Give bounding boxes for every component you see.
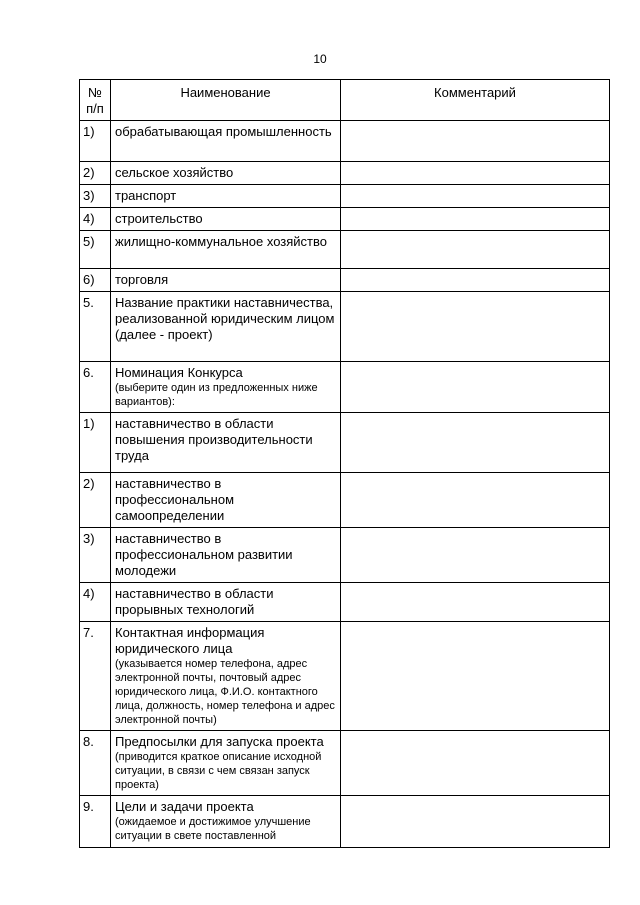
header-num: № п/п [80,80,111,121]
row-number: 3) [80,185,111,208]
row-number: 4) [80,208,111,231]
row-comment[interactable] [341,731,610,796]
table-row [80,583,610,622]
row-name-text: Предпосылки для запуска проекта [115,734,324,749]
row-name [111,622,341,731]
row-number: 7. [80,622,111,731]
row-comment[interactable] [341,121,610,162]
page-number: 10 [313,52,327,66]
row-comment[interactable] [341,292,610,362]
row-name [111,121,341,162]
row-name [111,362,341,413]
table-row [80,185,610,208]
row-number: 2) [80,473,111,528]
table-row [80,796,610,848]
row-number: 8. [80,731,111,796]
row-name-text: наставничество в профессиональном самоопределении [115,476,235,523]
row-name-text: Название практики наставничества, реализованной юридическим лицом (далее - проект) [115,295,335,342]
application-form-table [79,79,610,848]
row-name-note: (ожидаемое и достижимое улучшение ситуации в свете поставленной [115,816,311,842]
row-name [111,583,341,622]
table-row [80,622,610,731]
row-name [111,473,341,528]
row-comment[interactable] [341,796,610,848]
table-row [80,162,610,185]
row-number: 5) [80,231,111,269]
row-number: 1) [80,121,111,162]
table-row [80,528,610,583]
row-comment[interactable] [341,362,610,413]
table-row [80,731,610,796]
row-name-note: (указывается номер телефона, адрес электронной почты, почтовый адрес юридического лица, Ф.И.О. контактного лица, должность, номер телефона и адрес электронной почты) [115,658,335,726]
table-row [80,121,610,162]
row-name [111,413,341,473]
row-number: 3) [80,528,111,583]
table-row [80,413,610,473]
row-name-text: транспорт [115,188,177,203]
row-name-text: наставничество в области повышения производительности труда [115,416,313,463]
row-name-text: Цели и задачи проекта [115,799,254,814]
row-name [111,528,341,583]
table-row [80,208,610,231]
row-name [111,231,341,269]
row-name [111,208,341,231]
row-name-text: наставничество в области прорывных технологий [115,586,274,617]
row-name-text: строительство [115,211,203,226]
header-comment: Комментарий [341,80,610,121]
row-comment[interactable] [341,528,610,583]
row-name [111,796,341,848]
table-header-row [80,80,610,121]
row-comment[interactable] [341,473,610,528]
row-name-note: (выберите один из предложенных ниже вариантов): [115,382,318,408]
row-comment[interactable] [341,208,610,231]
table-row [80,269,610,292]
row-comment[interactable] [341,413,610,473]
row-name-text: торговля [115,272,169,287]
row-name [111,731,341,796]
row-name-text: обрабатывающая промышленность [115,124,332,139]
row-name [111,292,341,362]
row-name-text: наставничество в профессиональном развитии молодежи [115,531,293,578]
row-number: 6) [80,269,111,292]
row-number: 9. [80,796,111,848]
row-comment[interactable] [341,622,610,731]
row-name-note: (приводится краткое описание исходной ситуации, в связи с чем связан запуск проекта) [115,751,322,791]
row-number: 2) [80,162,111,185]
row-name-text: жилищно-коммунальное хозяйство [115,234,327,249]
table-row [80,231,610,269]
row-comment[interactable] [341,231,610,269]
row-comment[interactable] [341,162,610,185]
table-row [80,362,610,413]
row-name-text: Номинация Конкурса [115,365,243,380]
table-row [80,473,610,528]
row-number: 4) [80,583,111,622]
row-name-text: сельское хозяйство [115,165,234,180]
row-name-text: Контактная информация юридического лица [115,625,265,656]
row-name [111,162,341,185]
header-name: Наименование [111,80,341,121]
row-name [111,269,341,292]
row-number: 6. [80,362,111,413]
row-name [111,185,341,208]
row-comment[interactable] [341,185,610,208]
row-comment[interactable] [341,583,610,622]
row-number: 1) [80,413,111,473]
table-row [80,292,610,362]
row-comment[interactable] [341,269,610,292]
row-number: 5. [80,292,111,362]
